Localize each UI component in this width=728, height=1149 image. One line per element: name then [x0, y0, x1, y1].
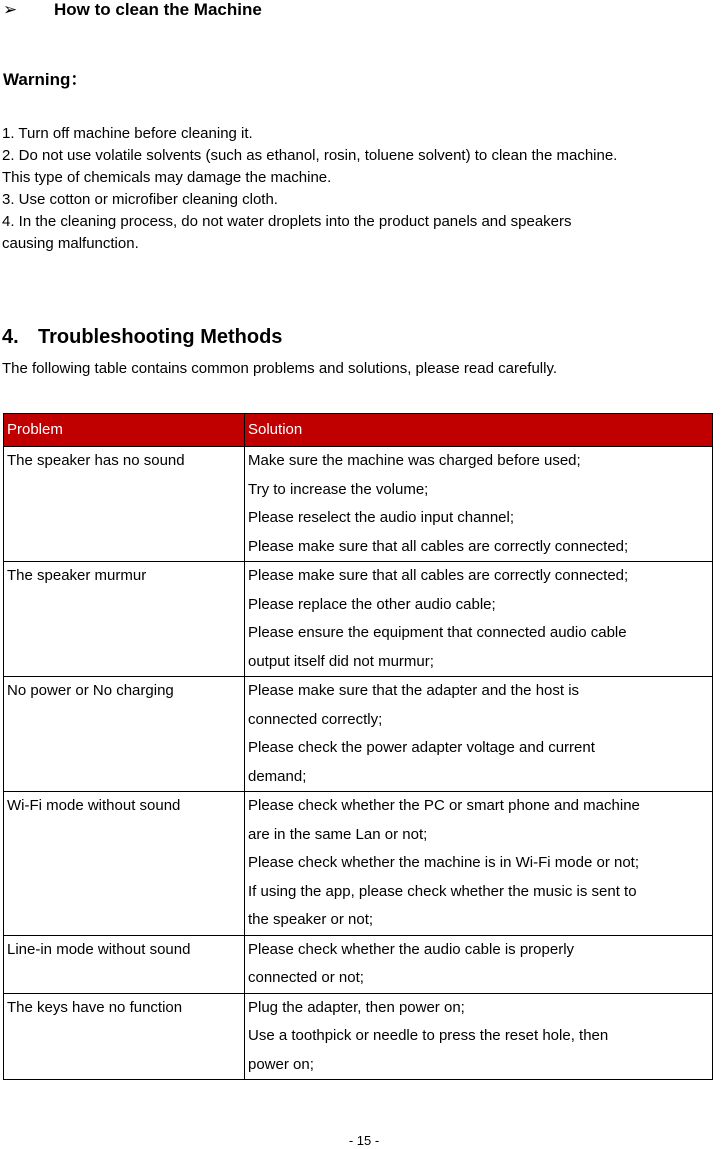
solution-line: Please check whether the PC or smart phone and machine — [248, 797, 640, 814]
warning-line: 2. Do not use volatile solvents (such as ethanol, rosin, toluene solvent) to clean the machine. — [2, 147, 618, 164]
solution-cell — [245, 993, 713, 1080]
solution-cell — [245, 935, 713, 993]
solution-line: are in the same Lan or not; — [248, 825, 428, 843]
solution-line: Please make sure that all cables are correctly connected; — [248, 537, 629, 555]
solution-line: Please make sure that the adapter and the host is — [248, 682, 580, 699]
solution-line: the speaker or not; — [248, 911, 374, 928]
solution-line: Please check whether the audio cable is properly — [248, 940, 575, 958]
problem-cell: No power or No charging — [4, 677, 245, 792]
header-solution: Solution — [245, 414, 713, 447]
solution-line: Use a toothpick or needle to press the reset hole, then — [248, 1027, 609, 1044]
problem-cell: The speaker has no sound — [4, 447, 245, 562]
warning-line: 4. In the cleaning process, do not water droplets into the product panels and speakers — [2, 213, 572, 230]
solution-line: Please ensure the equipment that connected audio cable — [248, 624, 627, 641]
page-number: - 15 - — [348, 1133, 380, 1148]
solution-line: Please replace the other audio cable; — [248, 595, 496, 613]
table-row — [4, 562, 713, 677]
solution-line: power on; — [248, 1055, 314, 1073]
cleaning-heading-text: How to clean the Machine — [54, 0, 262, 19]
solution-cell — [245, 677, 713, 792]
solution-line: Please check whether the machine is in Wi-Fi mode or not; — [248, 854, 640, 871]
solution-line: output itself did not murmur; — [248, 652, 434, 670]
solution-line: If using the app, please check whether the music is sent to — [248, 882, 637, 900]
solution-line: Please check the power adapter voltage and current — [248, 739, 595, 756]
solution-line: Make sure the machine was charged before used; — [248, 452, 581, 469]
solution-line: Try to increase the volume; — [248, 480, 429, 498]
problem-cell: The keys have no function — [4, 993, 245, 1080]
section-number: 4. — [2, 326, 19, 348]
warning-line: This type of chemicals may damage the machine. — [2, 169, 332, 186]
warning-line: causing malfunction. — [2, 235, 139, 252]
warning-line: 3. Use cotton or microfiber cleaning cloth. — [2, 191, 278, 208]
solution-line: connected correctly; — [248, 710, 383, 728]
troubleshooting-heading — [2, 326, 282, 349]
solution-line: connected or not; — [248, 969, 364, 986]
table-row — [4, 792, 713, 936]
problem-cell: Line-in mode without sound — [4, 935, 245, 993]
table-row — [4, 993, 713, 1080]
table-body — [4, 447, 713, 1080]
warning-line: 1. Turn off machine before cleaning it. — [2, 125, 253, 142]
header-problem: Problem — [4, 414, 245, 447]
solution-cell — [245, 792, 713, 936]
troubleshooting-intro: The following table contains common problems and solutions, please read carefully. — [2, 360, 558, 377]
solution-line: demand; — [248, 767, 307, 785]
solution-line: Please make sure that all cables are correctly connected; — [248, 567, 629, 584]
problem-cell: Wi-Fi mode without sound — [4, 792, 245, 936]
table-row — [4, 447, 713, 562]
cleaning-heading — [3, 0, 262, 22]
table-row — [4, 677, 713, 792]
solution-line: Plug the adapter, then power on; — [248, 998, 465, 1016]
problem-cell: The speaker murmur — [4, 562, 245, 677]
troubleshooting-table — [3, 413, 713, 1080]
warning-list — [2, 123, 728, 255]
solution-cell — [245, 562, 713, 677]
solution-cell — [245, 447, 713, 562]
warning-title: Warning： — [3, 70, 88, 89]
solution-line: Please reselect the audio input channel; — [248, 509, 515, 526]
arrow-bullet-icon: ➢ — [3, 0, 18, 19]
section-title: Troubleshooting Methods — [38, 326, 283, 348]
table-header-row — [4, 414, 713, 447]
table-row — [4, 935, 713, 993]
